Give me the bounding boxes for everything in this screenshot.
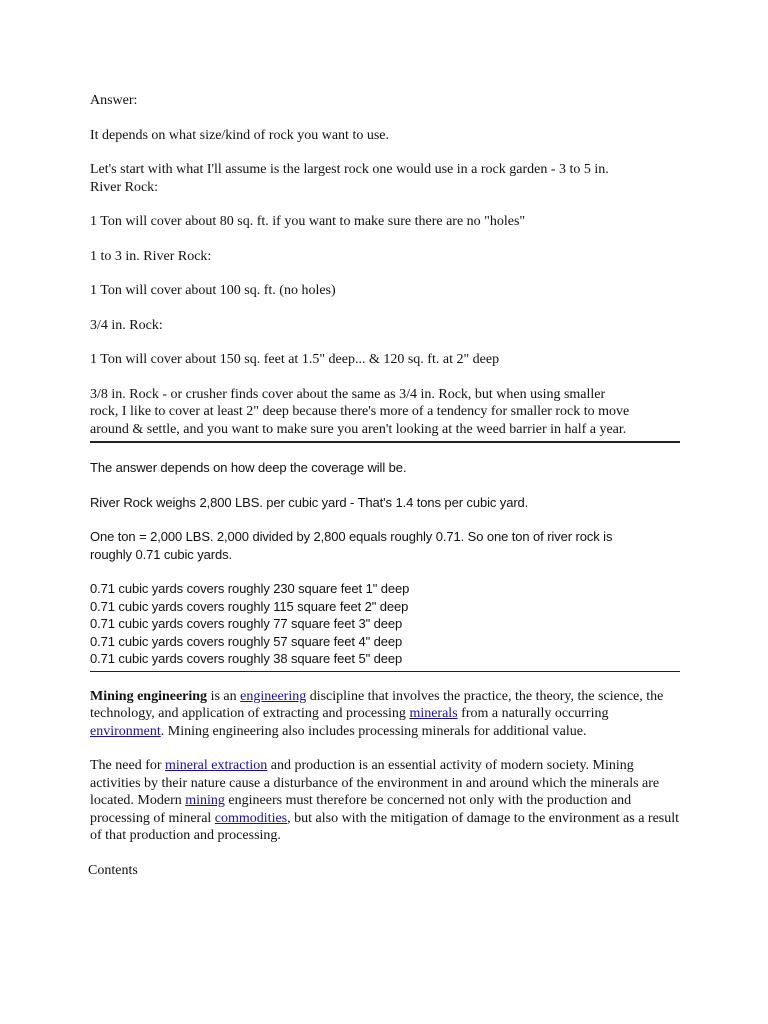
mineral-extraction-link[interactable]: mineral extraction [165,758,268,773]
coverage-row: 0.71 cubic yards covers roughly 77 square feet 3" deep [90,616,403,631]
paragraph-text: The need for [90,758,166,773]
coverage-item: 1 Ton will cover about 80 sq. ft. if you want to make sure there are no "holes" [90,214,526,229]
engineering-link[interactable]: engineering [240,688,307,704]
coverage-intro: The answer depends on how deep the coverage will be. [90,460,407,475]
conversion-line: roughly 0.71 cubic yards. [90,546,233,562]
coverage-row: 0.71 cubic yards covers roughly 230 square feet 1" deep [90,581,410,596]
mining-paragraph [90,688,680,741]
paragraph-text: is an [207,688,241,704]
answer-lead [90,161,680,196]
answer-section [90,92,680,438]
weight-statement: River Rock weighs 2,800 LBS. per cubic yard - That's 1.4 tons per cubic yard. [90,494,529,510]
coverage-row: 0.71 cubic yards covers roughly 57 square feet 4" deep [90,633,403,649]
rock-size-heading: 1 to 3 in. River Rock: [90,248,212,264]
environment-link[interactable]: environment [90,723,161,739]
answer-closing [90,386,680,439]
document-page [90,92,680,879]
minerals-link[interactable]: minerals [409,706,458,721]
answer-closing-line: rock, I like to cover at least 2" deep because there's more of a tendency for smaller rock to move [90,404,630,419]
answer-lead-line: Let's start with what I'll assume is the largest rock one would use in a rock garden - 3 to 5 in. [90,162,609,177]
section-divider [90,441,680,443]
mining-link[interactable]: mining [185,793,225,808]
answer-intro: It depends on what size/kind of rock you want to use. [90,127,389,143]
conversion-statement [90,528,680,563]
answer-closing-line: around & settle, and you want to make sure you aren't looking at the weed barrier in half a year. [90,421,627,437]
mining-term: Mining engineering [90,688,208,704]
section-divider [90,671,680,672]
contents-heading: Contents [88,862,138,878]
paragraph-text: , but also with the mitigation of damage to the environment as a result of that production and processing. [90,810,680,843]
rock-size-heading: 3/4 in. Rock: [90,317,163,333]
coverage-item: 1 Ton will cover about 150 sq. feet at 1.5" deep... & 120 sq. ft. at 2" deep [90,352,500,367]
coverage-item: 1 Ton will cover about 100 sq. ft. (no holes) [90,283,336,298]
coverage-section [90,459,680,668]
paragraph-text: . Mining engineering also includes processing minerals for additional value. [160,723,587,739]
paragraph-text: and production is an essential activity of modern society. Mining activities by their nature cause a disturbance of the environment in and around which the minerals are located. Modern [90,758,660,808]
answer-closing-line: 3/8 in. Rock - or crusher finds cover about the same as 3/4 in. Rock, but when using smaller [90,386,606,402]
coverage-row: 0.71 cubic yards covers roughly 115 square feet 2" deep [90,598,409,614]
coverage-row: 0.71 cubic yards covers roughly 38 square feet 5" deep [90,651,403,666]
paragraph-text: engineers must therefore be concerned not only with the production and processing of mineral [90,793,632,826]
answer-lead-line: River Rock: [90,179,159,195]
answer-heading: Answer: [90,93,138,108]
mining-section [90,688,680,880]
coverage-list [90,580,680,668]
paragraph-text: from a naturally occurring [457,706,609,721]
mining-paragraph [90,757,680,845]
conversion-line: One ton = 2,000 LBS. 2,000 divided by 2,800 equals roughly 0.71. So one ton of river rock is [90,529,613,544]
commodities-link[interactable]: commodities [214,810,288,826]
paragraph-text: discipline that involves the practice, the theory, the science, the technology, and application of extracting and processing [90,688,664,721]
